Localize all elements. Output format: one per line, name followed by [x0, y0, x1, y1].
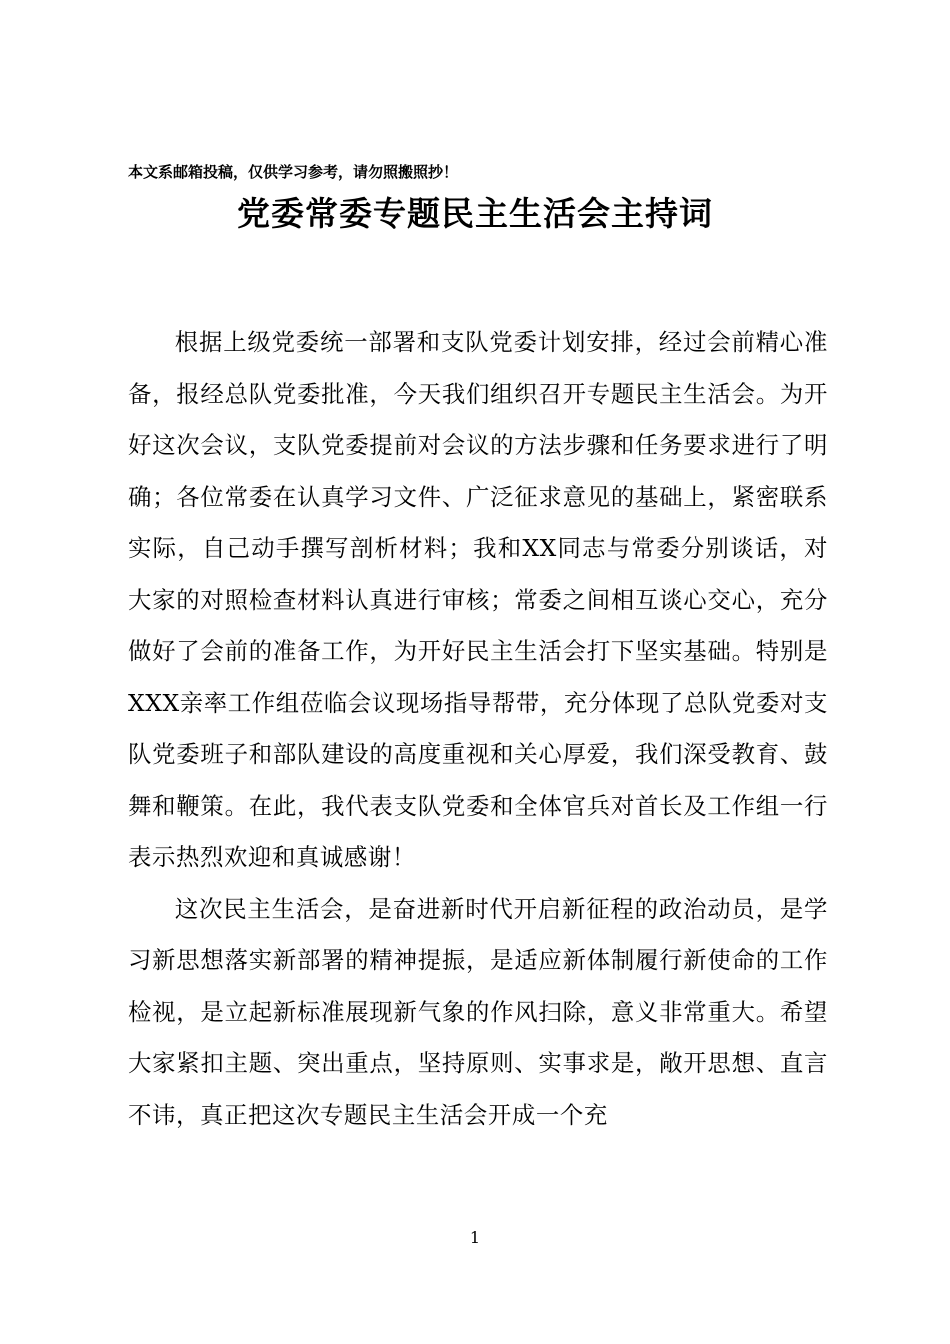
document-title: 党委常委专题民主生活会主持词: [237, 194, 713, 233]
document-body: [128, 317, 828, 1141]
body-paragraph-2: 这次民主生活会，是奋进新时代开启新征程的政治动员，是学习新思想落实新部署的精神提振，是适应新体制履行新使命的工作检视，是立起新标准展现新气象的作风扫除，意义非常重大。希望大家紧扣主题、突出重点，坚持原则、实事求是，敞开思想、直言不讳，真正把这次专题民主生活会开成一个充: [128, 894, 828, 1129]
body-paragraph-1: 根据上级党委统一部署和支队党委计划安排，经过会前精心准备，报经总队党委批准，今天我们组织召开专题民主生活会。为开好这次会议，支队党委提前对会议的方法步骤和任务要求进行了明确；各位常委在认真学习文件、广泛征求意见的基础上，紧密联系实际，自己动手撰写剖析材料；我和XX同志与常委分别谈话，对大家的对照检查材料认真进行审核；常委之间相互谈心交心，充分做好了会前的准备工作，为开好民主生活会打下坚实基础。特别是XXX亲率工作组莅临会议现场指导帮带，充分体现了总队党委对支队党委班子和部队建设的高度重视和关心厚爱，我们深受教育、鼓舞和鞭策。在此，我代表支队党委和全体官兵对首长及工作组一行表示热烈欢迎和真诚感谢！: [128, 328, 828, 871]
page-number: 1: [469, 1228, 481, 1247]
submission-notice: 本文系邮箱投稿，仅供学习参考，请勿照搬照抄！: [128, 163, 459, 181]
